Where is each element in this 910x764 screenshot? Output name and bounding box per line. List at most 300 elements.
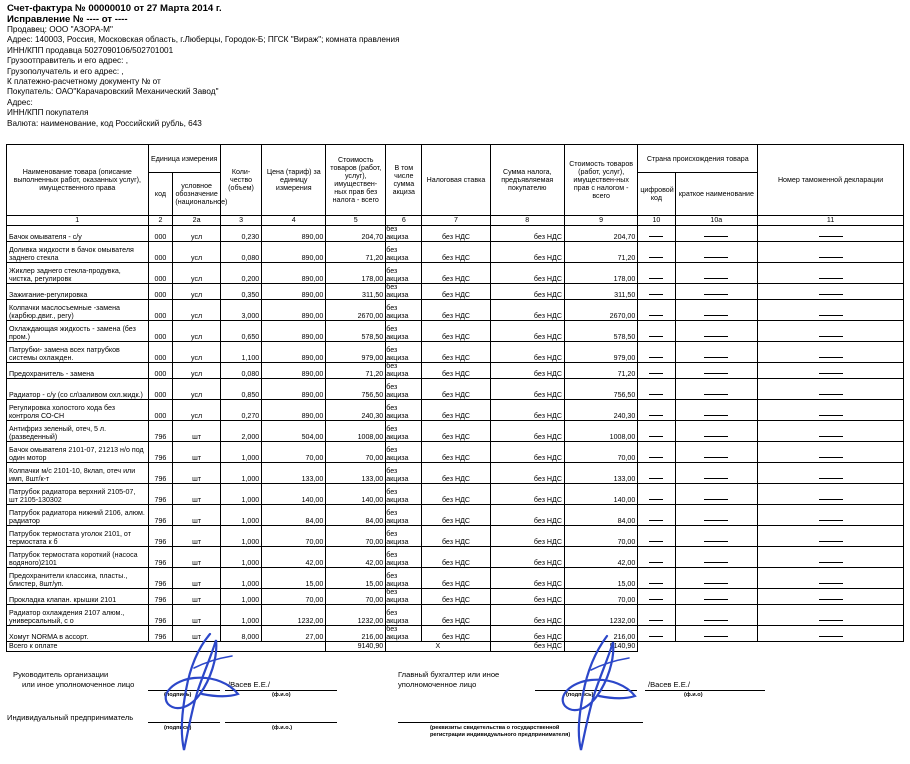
- colnum: 4: [262, 216, 326, 226]
- item-unit-code: 000: [148, 363, 173, 379]
- item-excise: без акциза: [386, 400, 422, 421]
- item-name: Радиатор - с/у (со сл\заливом охл.жидк.): [7, 379, 149, 400]
- table-row: [7, 505, 904, 526]
- item-price: 890,00: [262, 300, 326, 321]
- item-price: 70,00: [262, 589, 326, 605]
- payment-doc-line: К платежно-расчетному документу № от: [7, 77, 161, 87]
- seller-line: Продавец: ООО "АЗОРА-М": [7, 25, 113, 34]
- item-tax: без НДС: [490, 342, 564, 363]
- item-tax: без НДС: [490, 300, 564, 321]
- item-country-name-dash: [675, 379, 758, 400]
- item-unit: шт: [173, 547, 221, 568]
- item-cost: 15,00: [326, 568, 386, 589]
- item-unit-code: 000: [148, 300, 173, 321]
- table-row: [7, 363, 904, 379]
- item-unit: усл: [173, 242, 221, 263]
- consignee-line: Грузополучатель и его адрес: ,: [7, 66, 124, 76]
- item-unit-code: 000: [148, 226, 173, 242]
- item-country-name-dash: [675, 526, 758, 547]
- table-row: [7, 379, 904, 400]
- item-unit-code: 000: [148, 263, 173, 284]
- item-tax: без НДС: [490, 484, 564, 505]
- item-name: Охлаждающая жидкость - замена (без пром.): [7, 321, 149, 342]
- table-row: [7, 321, 904, 342]
- item-cost: 70,00: [326, 589, 386, 605]
- item-qty: 8,000: [220, 626, 261, 642]
- item-unit: шт: [173, 484, 221, 505]
- item-customs-dash: [758, 568, 904, 589]
- item-price: 890,00: [262, 263, 326, 284]
- item-customs-dash: [758, 342, 904, 363]
- item-rate: без НДС: [422, 321, 490, 342]
- col-price-header: Цена (тариф) за единицу измерения: [262, 145, 326, 216]
- item-country-code-dash: [638, 605, 675, 626]
- item-unit: шт: [173, 421, 221, 442]
- item-cost: 84,00: [326, 505, 386, 526]
- item-country-code-dash: [638, 284, 675, 300]
- item-qty: 0,350: [220, 284, 261, 300]
- item-country-name-dash: [675, 442, 758, 463]
- item-price: 890,00: [262, 226, 326, 242]
- table-row: [7, 589, 904, 605]
- col-rate-header: Налоговая ставка: [422, 145, 490, 216]
- item-name: Предохранитель - замена: [7, 363, 149, 379]
- item-rate: без НДС: [422, 284, 490, 300]
- ent-reg-caption-2: регистрации индивидуального предпринимателя): [430, 732, 571, 738]
- item-tax: без НДС: [490, 505, 564, 526]
- item-qty: 0,270: [220, 400, 261, 421]
- item-country-name-dash: [675, 463, 758, 484]
- item-tax: без НДС: [490, 605, 564, 626]
- total-row: [7, 642, 904, 652]
- item-cost: 1008,00: [326, 421, 386, 442]
- head-sign-caption: (подпись): [164, 692, 192, 698]
- item-name: Патрубок радиатора нижний 2106, алюм. радиатор: [7, 505, 149, 526]
- item-price: 70,00: [262, 526, 326, 547]
- table-row: [7, 463, 904, 484]
- item-qty: 0,080: [220, 242, 261, 263]
- item-country-name-dash: [675, 242, 758, 263]
- item-total: 70,00: [564, 589, 637, 605]
- item-qty: 1,000: [220, 547, 261, 568]
- item-country-code-dash: [638, 505, 675, 526]
- item-cost: 204,70: [326, 226, 386, 242]
- item-rate: без НДС: [422, 379, 490, 400]
- item-total: 178,00: [564, 263, 637, 284]
- item-rate: без НДС: [422, 605, 490, 626]
- invoice-title: Счет-фактура № 00000010 от 27 Марта 2014 г.: [7, 3, 222, 14]
- item-unit-code: 796: [148, 589, 173, 605]
- acct-name-line: [645, 690, 765, 691]
- colnum: 7: [422, 216, 490, 226]
- item-unit: шт: [173, 463, 221, 484]
- col-unit-name-header: условное обозначение (национальное): [173, 173, 221, 216]
- acct-label-2: уполномоченное лицо: [398, 680, 477, 689]
- column-numbers-row: [7, 216, 904, 226]
- table-row: [7, 547, 904, 568]
- item-tax: без НДС: [490, 421, 564, 442]
- item-country-code-dash: [638, 589, 675, 605]
- item-country-name-dash: [675, 284, 758, 300]
- item-price: 15,00: [262, 568, 326, 589]
- item-excise: без акциза: [386, 342, 422, 363]
- item-name: Антифриз зеленый, отеч, 5 л.(разведенный): [7, 421, 149, 442]
- item-customs-dash: [758, 379, 904, 400]
- item-customs-dash: [758, 589, 904, 605]
- head-fio-caption: (ф.и.о): [272, 692, 291, 698]
- item-name: Патрубок радиатора верхний 2105-07, шт 2105-130302: [7, 484, 149, 505]
- item-cost: 2670,00: [326, 300, 386, 321]
- item-price: 890,00: [262, 321, 326, 342]
- item-tax: без НДС: [490, 568, 564, 589]
- acct-fio-caption: (ф.и.о): [684, 692, 703, 698]
- item-total: 1008,00: [564, 421, 637, 442]
- item-name: Патрубок термостата уголок 2101, от термостата к б: [7, 526, 149, 547]
- item-rate: без НДС: [422, 226, 490, 242]
- item-unit: шт: [173, 626, 221, 642]
- item-rate: без НДС: [422, 589, 490, 605]
- col-country-code-header: цифровой код: [638, 173, 675, 216]
- item-qty: 1,000: [220, 505, 261, 526]
- table-row: [7, 442, 904, 463]
- item-rate: без НДС: [422, 421, 490, 442]
- item-tax: без НДС: [490, 442, 564, 463]
- item-unit: шт: [173, 568, 221, 589]
- item-total: 216,00: [564, 626, 637, 642]
- item-total: 70,00: [564, 526, 637, 547]
- item-cost: 311,50: [326, 284, 386, 300]
- item-qty: 3,000: [220, 300, 261, 321]
- item-total: 42,00: [564, 547, 637, 568]
- item-cost: 178,00: [326, 263, 386, 284]
- ent-reg-caption-1: (реквизиты свидетельства о государственной: [430, 725, 560, 731]
- item-qty: 1,000: [220, 442, 261, 463]
- item-tax: без НДС: [490, 547, 564, 568]
- item-cost: 1232,00: [326, 605, 386, 626]
- item-cost: 71,20: [326, 363, 386, 379]
- item-country-name-dash: [675, 300, 758, 321]
- item-excise: без акциза: [386, 568, 422, 589]
- colnum: 11: [758, 216, 904, 226]
- item-unit: усл: [173, 342, 221, 363]
- table-row: [7, 226, 904, 242]
- item-country-name-dash: [675, 363, 758, 379]
- item-name: Жиклер заднего стекла-продувка, чистка, регулировк: [7, 263, 149, 284]
- col-country-header: Страна происхождения товара: [638, 145, 758, 173]
- item-total: 204,70: [564, 226, 637, 242]
- item-tax: без НДС: [490, 284, 564, 300]
- item-name: Патрубки- замена всех патрубков системы охлажден.: [7, 342, 149, 363]
- item-unit: усл: [173, 284, 221, 300]
- col-unit-header: Единица измерения: [148, 145, 220, 173]
- item-excise: без акциза: [386, 263, 422, 284]
- item-unit: шт: [173, 526, 221, 547]
- item-qty: 0,650: [220, 321, 261, 342]
- item-qty: 1,000: [220, 605, 261, 626]
- item-excise: без акциза: [386, 421, 422, 442]
- item-country-name-dash: [675, 226, 758, 242]
- item-rate: без НДС: [422, 400, 490, 421]
- table-row: [7, 284, 904, 300]
- item-tax: без НДС: [490, 226, 564, 242]
- item-price: 504,00: [262, 421, 326, 442]
- item-cost: 70,00: [326, 442, 386, 463]
- colnum: 6: [386, 216, 422, 226]
- head-label-2: или иное уполномоченное лицо: [22, 680, 135, 689]
- item-country-code-dash: [638, 526, 675, 547]
- col-cost-header: Стоимость товаров (работ, услуг), имуществен-ных прав без налога - всего: [326, 145, 386, 216]
- item-total: 133,00: [564, 463, 637, 484]
- correction-line: Исправление № ---- от ----: [7, 14, 128, 25]
- table-row: [7, 300, 904, 321]
- item-country-name-dash: [675, 321, 758, 342]
- item-unit-code: 000: [148, 342, 173, 363]
- col-excise-header: В том числе сумма акциза: [386, 145, 422, 216]
- total-cost: 9140,90: [326, 642, 386, 652]
- item-unit-code: 000: [148, 379, 173, 400]
- colnum: 2: [148, 216, 173, 226]
- item-excise: без акциза: [386, 589, 422, 605]
- item-rate: без НДС: [422, 505, 490, 526]
- item-tax: без НДС: [490, 242, 564, 263]
- item-total: 240,30: [564, 400, 637, 421]
- item-rate: без НДС: [422, 442, 490, 463]
- item-total: 756,50: [564, 379, 637, 400]
- item-tax: без НДС: [490, 400, 564, 421]
- item-rate: без НДС: [422, 463, 490, 484]
- item-excise: без акциза: [386, 605, 422, 626]
- item-price: 890,00: [262, 379, 326, 400]
- item-country-code-dash: [638, 484, 675, 505]
- item-unit: усл: [173, 363, 221, 379]
- acct-sign-caption: (подпись): [566, 692, 594, 698]
- table-row: [7, 605, 904, 626]
- item-price: 890,00: [262, 242, 326, 263]
- item-total: 70,00: [564, 442, 637, 463]
- item-country-name-dash: [675, 484, 758, 505]
- item-name: Хомут NORMA в ассорт.: [7, 626, 149, 642]
- item-unit: усл: [173, 263, 221, 284]
- item-price: 890,00: [262, 342, 326, 363]
- item-tax: без НДС: [490, 321, 564, 342]
- item-unit-code: 796: [148, 484, 173, 505]
- item-customs-dash: [758, 421, 904, 442]
- item-country-code-dash: [638, 321, 675, 342]
- item-name: Патрубок термостата короткий (насоса водяного)2101: [7, 547, 149, 568]
- item-rate: без НДС: [422, 568, 490, 589]
- item-name: Колпачки маслосъемные -замена (карбюр.двиг., регу): [7, 300, 149, 321]
- seller-inn: ИНН/КПП продавца 5027090106/502701001: [7, 45, 174, 55]
- table-row: [7, 242, 904, 263]
- item-qty: 1,000: [220, 568, 261, 589]
- colnum: 3: [220, 216, 261, 226]
- item-customs-dash: [758, 484, 904, 505]
- item-excise: без акциза: [386, 226, 422, 242]
- item-country-code-dash: [638, 226, 675, 242]
- item-country-name-dash: [675, 421, 758, 442]
- item-name: Доливка жидкости в бачок омывателя заднего стекла: [7, 242, 149, 263]
- item-excise: без акциза: [386, 242, 422, 263]
- currency-line: Валюта: наименование, код Российский рубль, 643: [7, 118, 202, 128]
- item-qty: 2,000: [220, 421, 261, 442]
- item-price: 27,00: [262, 626, 326, 642]
- col-tax-header: Сумма налога, предъявляемая покупателю: [490, 145, 564, 216]
- item-tax: без НДС: [490, 463, 564, 484]
- item-cost: 70,00: [326, 526, 386, 547]
- item-price: 140,00: [262, 484, 326, 505]
- acct-name: /Васев Е.Е./: [648, 680, 691, 689]
- col-customs-header: Номер таможенной декларации: [758, 145, 904, 216]
- item-name: Прокладка клапан. крышки 2101: [7, 589, 149, 605]
- col-country-name-header: краткое наименование: [675, 173, 758, 216]
- item-rate: без НДС: [422, 547, 490, 568]
- item-cost: 140,00: [326, 484, 386, 505]
- item-country-code-dash: [638, 442, 675, 463]
- table-row: [7, 484, 904, 505]
- item-rate: без НДС: [422, 242, 490, 263]
- table-row: [7, 400, 904, 421]
- item-rate: без НДС: [422, 484, 490, 505]
- item-excise: без акциза: [386, 284, 422, 300]
- buyer-address: Адрес:: [7, 97, 33, 107]
- shipper-line: Грузоотправитель и его адрес: ,: [7, 56, 128, 66]
- col-qty-header: Коли-чество (объем): [220, 145, 261, 216]
- item-rate: без НДС: [422, 363, 490, 379]
- item-qty: 1,000: [220, 589, 261, 605]
- item-cost: 240,30: [326, 400, 386, 421]
- item-cost: 71,20: [326, 242, 386, 263]
- item-customs-dash: [758, 321, 904, 342]
- item-total: 311,50: [564, 284, 637, 300]
- colnum: 10а: [675, 216, 758, 226]
- seller-address: Адрес: 140003, Россия, Московская область, г.Люберцы, Городок-Б; ПГСК "Вираж"; комната правления: [7, 35, 400, 45]
- total-empty: [638, 642, 904, 652]
- item-unit-code: 796: [148, 605, 173, 626]
- item-qty: 0,850: [220, 379, 261, 400]
- item-customs-dash: [758, 400, 904, 421]
- item-unit-code: 796: [148, 442, 173, 463]
- item-customs-dash: [758, 242, 904, 263]
- item-country-code-dash: [638, 242, 675, 263]
- table-row: [7, 526, 904, 547]
- item-country-code-dash: [638, 568, 675, 589]
- item-price: 890,00: [262, 400, 326, 421]
- item-excise: без акциза: [386, 463, 422, 484]
- item-price: 890,00: [262, 363, 326, 379]
- item-price: 133,00: [262, 463, 326, 484]
- colnum: 5: [326, 216, 386, 226]
- col-name-header: Наименование товара (описание выполненных работ, оказанных услуг), имущественного права: [7, 145, 149, 216]
- total-tax: без НДС: [490, 642, 564, 652]
- table-row: [7, 263, 904, 284]
- item-customs-dash: [758, 263, 904, 284]
- ent-sign-caption: (подпись): [164, 725, 192, 731]
- item-excise: без акциза: [386, 363, 422, 379]
- item-name: Предохранители классика, пласты., блистер, 8шт/уп.: [7, 568, 149, 589]
- item-name: Регулировка холостого хода без контроля СО-СН: [7, 400, 149, 421]
- item-excise: без акциза: [386, 484, 422, 505]
- item-qty: 1,000: [220, 526, 261, 547]
- item-customs-dash: [758, 547, 904, 568]
- item-excise: без акциза: [386, 300, 422, 321]
- item-customs-dash: [758, 626, 904, 642]
- item-tax: без НДС: [490, 379, 564, 400]
- item-cost: 42,00: [326, 547, 386, 568]
- item-tax: без НДС: [490, 363, 564, 379]
- item-country-code-dash: [638, 300, 675, 321]
- buyer-line: Покупатель: ОАО"Карачаровский Механический Завод": [7, 87, 219, 97]
- item-unit: шт: [173, 442, 221, 463]
- item-unit-code: 000: [148, 400, 173, 421]
- item-unit: шт: [173, 605, 221, 626]
- item-customs-dash: [758, 284, 904, 300]
- item-total: 140,00: [564, 484, 637, 505]
- item-total: 578,50: [564, 321, 637, 342]
- item-cost: 133,00: [326, 463, 386, 484]
- item-total: 84,00: [564, 505, 637, 526]
- item-rate: без НДС: [422, 263, 490, 284]
- item-country-code-dash: [638, 379, 675, 400]
- item-cost: 979,00: [326, 342, 386, 363]
- item-total: 1232,00: [564, 605, 637, 626]
- item-customs-dash: [758, 226, 904, 242]
- item-excise: без акциза: [386, 379, 422, 400]
- item-customs-dash: [758, 526, 904, 547]
- item-excise: без акциза: [386, 626, 422, 642]
- item-unit: усл: [173, 226, 221, 242]
- item-name: Зажигание-регулировка: [7, 284, 149, 300]
- item-rate: без НДС: [422, 300, 490, 321]
- item-unit: усл: [173, 300, 221, 321]
- col-unit-code-header: код: [148, 173, 173, 216]
- item-excise: без акциза: [386, 526, 422, 547]
- item-unit-code: 796: [148, 626, 173, 642]
- head-name: /Васев Е.Е./: [228, 680, 271, 689]
- item-country-code-dash: [638, 463, 675, 484]
- invoice-table: [6, 144, 904, 652]
- item-tax: без НДС: [490, 526, 564, 547]
- table-row: [7, 342, 904, 363]
- item-country-name-dash: [675, 547, 758, 568]
- item-unit-code: 000: [148, 242, 173, 263]
- item-total: 71,20: [564, 242, 637, 263]
- item-price: 84,00: [262, 505, 326, 526]
- item-unit-code: 796: [148, 526, 173, 547]
- item-total: 71,20: [564, 363, 637, 379]
- item-excise: без акциза: [386, 505, 422, 526]
- item-customs-dash: [758, 442, 904, 463]
- item-total: 2670,00: [564, 300, 637, 321]
- item-price: 1232,00: [262, 605, 326, 626]
- invoice-header: [7, 3, 902, 129]
- item-qty: 1,100: [220, 342, 261, 363]
- item-unit-code: 000: [148, 321, 173, 342]
- item-customs-dash: [758, 505, 904, 526]
- item-excise: без акциза: [386, 547, 422, 568]
- item-country-code-dash: [638, 547, 675, 568]
- item-excise: без акциза: [386, 442, 422, 463]
- item-customs-dash: [758, 363, 904, 379]
- item-cost: 756,50: [326, 379, 386, 400]
- buyer-inn: ИНН/КПП покупателя: [7, 108, 89, 118]
- item-unit-code: 796: [148, 505, 173, 526]
- item-qty: 1,000: [220, 484, 261, 505]
- colnum: 2а: [173, 216, 221, 226]
- item-price: 890,00: [262, 284, 326, 300]
- ent-fio-caption: (ф.и.о.): [272, 725, 293, 731]
- item-qty: 0,200: [220, 263, 261, 284]
- item-qty: 0,080: [220, 363, 261, 379]
